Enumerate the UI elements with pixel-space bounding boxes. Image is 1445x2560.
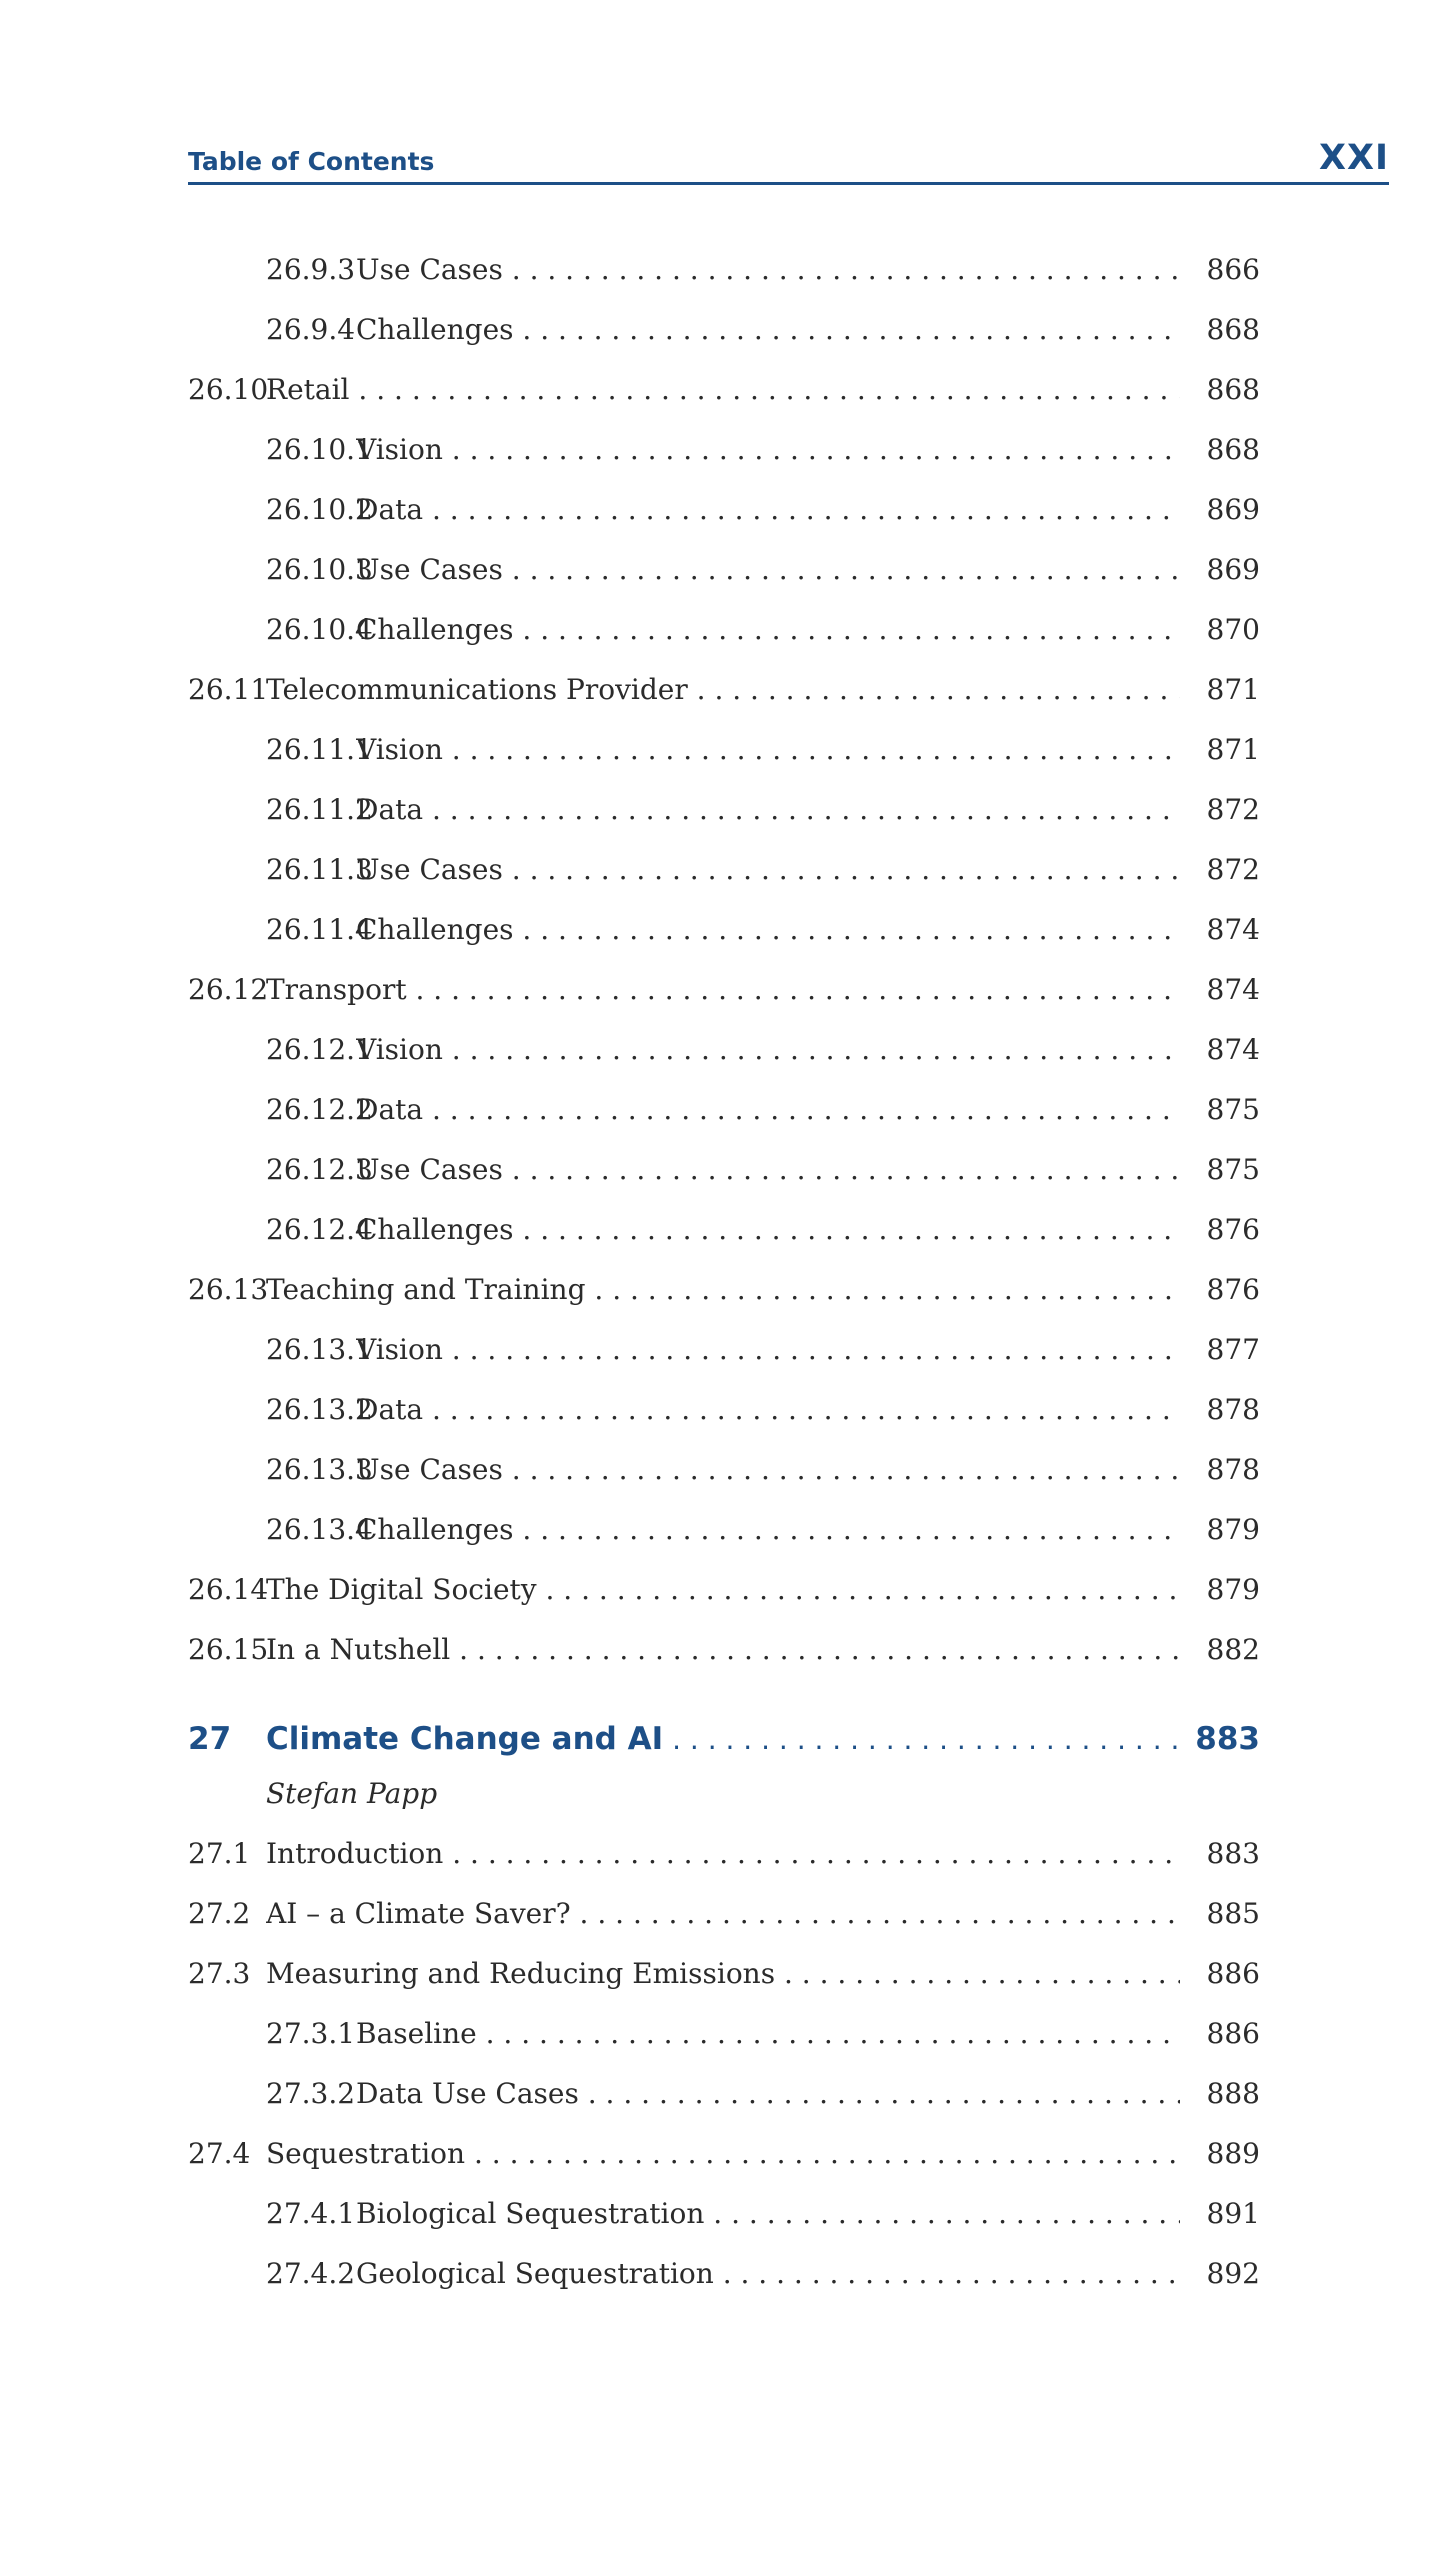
toc-entry-title: In a Nutshell . . . — [266, 1620, 1180, 1680]
toc-entry-number: 26.15 — [188, 1633, 269, 1666]
toc-entry-title: Use Cases . . . — [356, 540, 1180, 600]
toc-entry-number: 27.3.1 — [266, 2017, 356, 2050]
toc-entry[interactable] — [188, 960, 1260, 1020]
toc-entry-title: Data . . . — [356, 1080, 1180, 1140]
toc-entry[interactable] — [188, 360, 1260, 420]
table-of-contents — [188, 240, 1260, 2304]
toc-entry[interactable] — [188, 1320, 1260, 1380]
toc-entry-title: The Digital Society . . . — [266, 1560, 1180, 1620]
toc-entry[interactable] — [188, 540, 1260, 600]
toc-entry-title: Teaching and Training . . . — [266, 1260, 1180, 1320]
toc-entry-number: 27.4.1 — [266, 2197, 356, 2230]
toc-entry[interactable] — [188, 1080, 1260, 1140]
chapter-title: Climate Change and AI . . . — [266, 1704, 1180, 1775]
toc-entry-number: 26.14 — [188, 1573, 269, 1606]
toc-entry-title: Baseline . . . — [356, 2004, 1180, 2064]
toc-entry-page: 872 — [1206, 853, 1260, 886]
toc-entry-number: 26.13.3 — [266, 1453, 373, 1486]
toc-entry-title: Measuring and Reducing Emissions . . . — [266, 1944, 1180, 2004]
toc-entry[interactable] — [188, 1884, 1260, 1944]
toc-entry-title: AI – a Climate Saver? . . . — [266, 1884, 1180, 1944]
toc-entry-page: 886 — [1206, 2017, 1260, 2050]
toc-entry[interactable] — [188, 840, 1260, 900]
toc-entry-number: 26.11.4 — [266, 913, 373, 946]
toc-entry-number: 26.13.2 — [266, 1393, 373, 1426]
toc-entry-number: 26.10.4 — [266, 613, 373, 646]
toc-entry[interactable] — [188, 2184, 1260, 2244]
toc-entry-page: 866 — [1206, 253, 1260, 286]
toc-entry-number: 27.3.2 — [266, 2077, 356, 2110]
toc-entry-title: Transport . . . — [266, 960, 1180, 1020]
toc-entry[interactable] — [188, 480, 1260, 540]
toc-entry[interactable] — [188, 420, 1260, 480]
toc-entry-title: Data . . . — [356, 780, 1180, 840]
toc-entry[interactable] — [188, 240, 1260, 300]
toc-entry-page: 891 — [1206, 2197, 1260, 2230]
toc-entry-page: 886 — [1206, 1957, 1260, 1990]
toc-entry-page: 888 — [1206, 2077, 1260, 2110]
toc-entry[interactable] — [188, 1944, 1260, 2004]
toc-entry-page: 883 — [1206, 1837, 1260, 1870]
chapter-page: 883 — [1195, 1721, 1260, 1757]
toc-entry-title: Vision . . . — [356, 1320, 1180, 1380]
toc-entry-page: 874 — [1206, 973, 1260, 1006]
toc-entry[interactable] — [188, 2124, 1260, 2184]
toc-entry[interactable] — [188, 720, 1260, 780]
toc-list-chapter-27 — [188, 1824, 1260, 2304]
toc-entry-page: 877 — [1206, 1333, 1260, 1366]
toc-entry-page: 875 — [1206, 1153, 1260, 1186]
toc-entry-title: Data . . . — [356, 1380, 1180, 1440]
toc-entry[interactable] — [188, 1260, 1260, 1320]
toc-entry-title: Use Cases . . . — [356, 840, 1180, 900]
toc-entry-number: 27.3 — [188, 1957, 251, 1990]
toc-entry[interactable] — [188, 1140, 1260, 1200]
toc-entry-number: 26.12.2 — [266, 1093, 373, 1126]
toc-entry[interactable] — [188, 2064, 1260, 2124]
toc-entry[interactable] — [188, 300, 1260, 360]
toc-entry-number: 27.4 — [188, 2137, 251, 2170]
toc-entry-page: 875 — [1206, 1093, 1260, 1126]
toc-entry-page: 868 — [1206, 313, 1260, 346]
toc-chapter-entry[interactable] — [188, 1704, 1260, 1774]
toc-entry[interactable] — [188, 600, 1260, 660]
toc-entry-number: 26.10 — [188, 373, 269, 406]
toc-entry-page: 879 — [1206, 1573, 1260, 1606]
toc-entry-title: Biological Sequestration . . . — [356, 2184, 1180, 2244]
toc-entry-title: Use Cases . . . — [356, 1140, 1180, 1200]
header-page-number: XXI — [1319, 138, 1389, 178]
toc-entry[interactable] — [188, 1200, 1260, 1260]
toc-entry[interactable] — [188, 1380, 1260, 1440]
toc-entry-page: 878 — [1206, 1393, 1260, 1426]
toc-entry-title: Vision . . . — [356, 720, 1180, 780]
toc-entry-number: 26.9.4 — [266, 313, 356, 346]
toc-entry[interactable] — [188, 2004, 1260, 2064]
toc-entry-page: 871 — [1206, 673, 1260, 706]
page-header — [188, 128, 1389, 185]
toc-entry-title: Data . . . — [356, 480, 1180, 540]
toc-entry-number: 26.12.1 — [266, 1033, 373, 1066]
toc-entry-page: 872 — [1206, 793, 1260, 826]
toc-entry-number: 26.12 — [188, 973, 269, 1006]
toc-entry-page: 876 — [1206, 1213, 1260, 1246]
toc-entry-page: 876 — [1206, 1273, 1260, 1306]
toc-entry-page: 882 — [1206, 1633, 1260, 1666]
toc-list-chapter-26 — [188, 240, 1260, 1680]
toc-entry[interactable] — [188, 1500, 1260, 1560]
toc-entry[interactable] — [188, 1620, 1260, 1680]
toc-entry-number: 26.11.2 — [266, 793, 373, 826]
toc-entry-page: 885 — [1206, 1897, 1260, 1930]
toc-entry-title: Challenges . . . — [356, 1500, 1180, 1560]
toc-entry-number: 26.12.3 — [266, 1153, 373, 1186]
toc-entry-title: Retail . . . — [266, 360, 1180, 420]
toc-entry-number: 26.13.1 — [266, 1333, 373, 1366]
toc-entry-number: 27.4.2 — [266, 2257, 356, 2290]
toc-entry-number: 26.9.3 — [266, 253, 356, 286]
toc-entry-title: Use Cases . . . — [356, 1440, 1180, 1500]
toc-entry[interactable] — [188, 660, 1260, 720]
toc-entry-title: Geological Sequestration . . . — [356, 2244, 1180, 2304]
toc-entry-title: Vision . . . — [356, 420, 1180, 480]
toc-entry-page: 889 — [1206, 2137, 1260, 2170]
toc-entry-page: 868 — [1206, 433, 1260, 466]
toc-entry-title: Telecommunications Provider . . . — [266, 660, 1180, 720]
toc-entry-page: 870 — [1206, 613, 1260, 646]
toc-entry-title: Introduction . . . — [266, 1824, 1180, 1884]
toc-entry-title: Use Cases . . . — [356, 240, 1180, 300]
toc-entry-number: 26.12.4 — [266, 1213, 373, 1246]
toc-entry-page: 869 — [1206, 553, 1260, 586]
toc-entry[interactable] — [188, 1560, 1260, 1620]
toc-entry-page: 869 — [1206, 493, 1260, 526]
toc-entry[interactable] — [188, 1824, 1260, 1884]
toc-entry-page: 871 — [1206, 733, 1260, 766]
toc-entry-number: 27.1 — [188, 1837, 251, 1870]
chapter-author: Stefan Papp — [266, 1777, 438, 1810]
toc-entry-number: 26.11 — [188, 673, 269, 706]
toc-entry[interactable] — [188, 780, 1260, 840]
toc-entry-title: Challenges . . . — [356, 900, 1180, 960]
toc-entry-title: Sequestration . . . — [266, 2124, 1180, 2184]
toc-entry-page: 874 — [1206, 913, 1260, 946]
toc-entry-page: 868 — [1206, 373, 1260, 406]
toc-entry[interactable] — [188, 900, 1260, 960]
toc-entry[interactable] — [188, 1020, 1260, 1080]
toc-entry-number: 26.13 — [188, 1273, 269, 1306]
toc-entry-number: 26.11.1 — [266, 733, 373, 766]
toc-entry-page: 879 — [1206, 1513, 1260, 1546]
toc-entry-number: 26.11.3 — [266, 853, 373, 886]
toc-entry[interactable] — [188, 2244, 1260, 2304]
toc-entry-title: Data Use Cases . . . — [356, 2064, 1180, 2124]
toc-entry-title: Challenges . . . — [356, 600, 1180, 660]
toc-entry[interactable] — [188, 1440, 1260, 1500]
toc-entry-page: 874 — [1206, 1033, 1260, 1066]
chapter-number: 27 — [188, 1721, 232, 1757]
toc-entry-number: 26.13.4 — [266, 1513, 373, 1546]
toc-entry-number: 26.10.2 — [266, 493, 373, 526]
toc-entry-title: Vision . . . — [356, 1020, 1180, 1080]
toc-entry-number: 27.2 — [188, 1897, 251, 1930]
toc-entry-page: 878 — [1206, 1453, 1260, 1486]
header-title: Table of Contents — [188, 147, 435, 176]
toc-entry-title: Challenges . . . — [356, 300, 1180, 360]
toc-entry-page: 892 — [1206, 2257, 1260, 2290]
toc-entry-title: Challenges . . . — [356, 1200, 1180, 1260]
toc-entry-number: 26.10.1 — [266, 433, 373, 466]
toc-entry-number: 26.10.3 — [266, 553, 373, 586]
